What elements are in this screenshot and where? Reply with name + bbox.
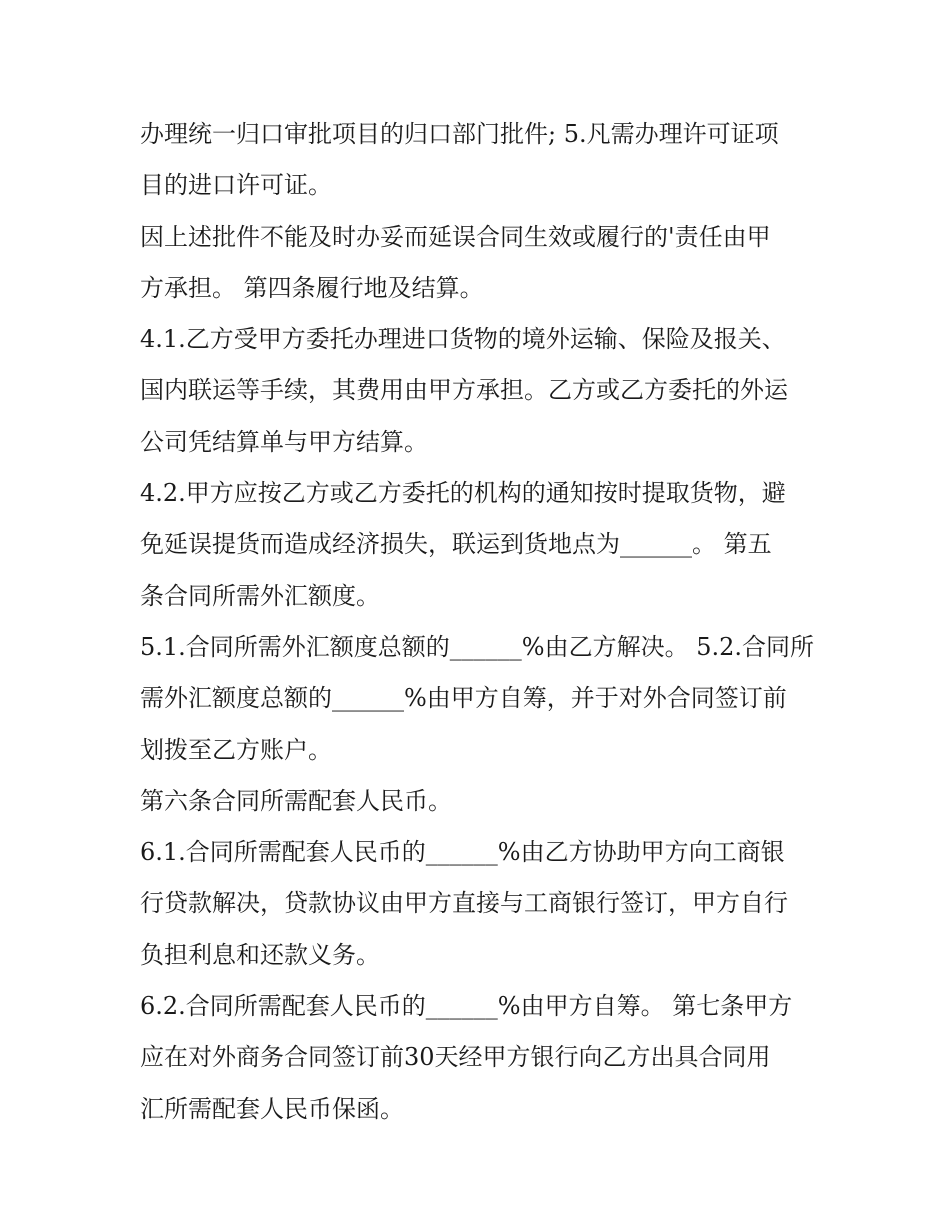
text-line: 方承担。 第四条履行地及结算。 xyxy=(140,273,484,302)
text-line: 5.1.合同所需外汇额度总额的______%由乙方解决。 5.2.合同所 xyxy=(140,632,815,661)
text-line: 划拨至乙方账户。 xyxy=(140,735,332,764)
text-line: 负担利息和还款义务。 xyxy=(140,940,380,969)
text-line: 国内联运等手续，其费用由甲方承担。乙方或乙方委托的外运 xyxy=(140,376,788,405)
text-line: 因上述批件不能及时办妥而延误合同生效或履行的'责任由甲 xyxy=(140,222,771,251)
text-line: 办理统一归口审批项目的归口部门批件; 5.凡需办理许可证项 xyxy=(140,120,779,148)
text-line: 条合同所需外汇额度。 xyxy=(140,581,380,610)
text-line: 目的进口许可证。 xyxy=(140,171,332,200)
text-line: 6.1.合同所需配套人民币的______%由乙方协助甲方向工商银 xyxy=(140,838,785,867)
text-line: 6.2.合同所需配套人民币的______%由甲方自筹。 第七条甲方 xyxy=(140,992,793,1021)
text-line: 4.1.乙方受甲方委托办理进口货物的境外运输、保险及报关、 xyxy=(140,325,786,354)
text-line: 4.2.甲方应按乙方或乙方委托的机构的通知按时提取货物，避 xyxy=(140,479,786,508)
text-line: 公司凭结算单与甲方结算。 xyxy=(140,427,428,456)
text-line: 第六条合同所需配套人民币。 xyxy=(140,786,452,815)
text-line: 需外汇额度总额的______%由甲方自筹，并于对外合同签订前 xyxy=(140,684,787,713)
text-line: 应在对外商务合同签订前30天经甲方银行向乙方出具合同用 xyxy=(140,1043,771,1072)
text-line: 行贷款解决，贷款协议由甲方直接与工商银行签订，甲方自行 xyxy=(140,889,788,918)
text-line: 汇所需配套人民币保函。 xyxy=(140,1094,404,1123)
document-body xyxy=(140,109,820,1135)
text-line: 免延误提货而造成经济损失，联运到货地点为______。 第五 xyxy=(140,530,772,559)
